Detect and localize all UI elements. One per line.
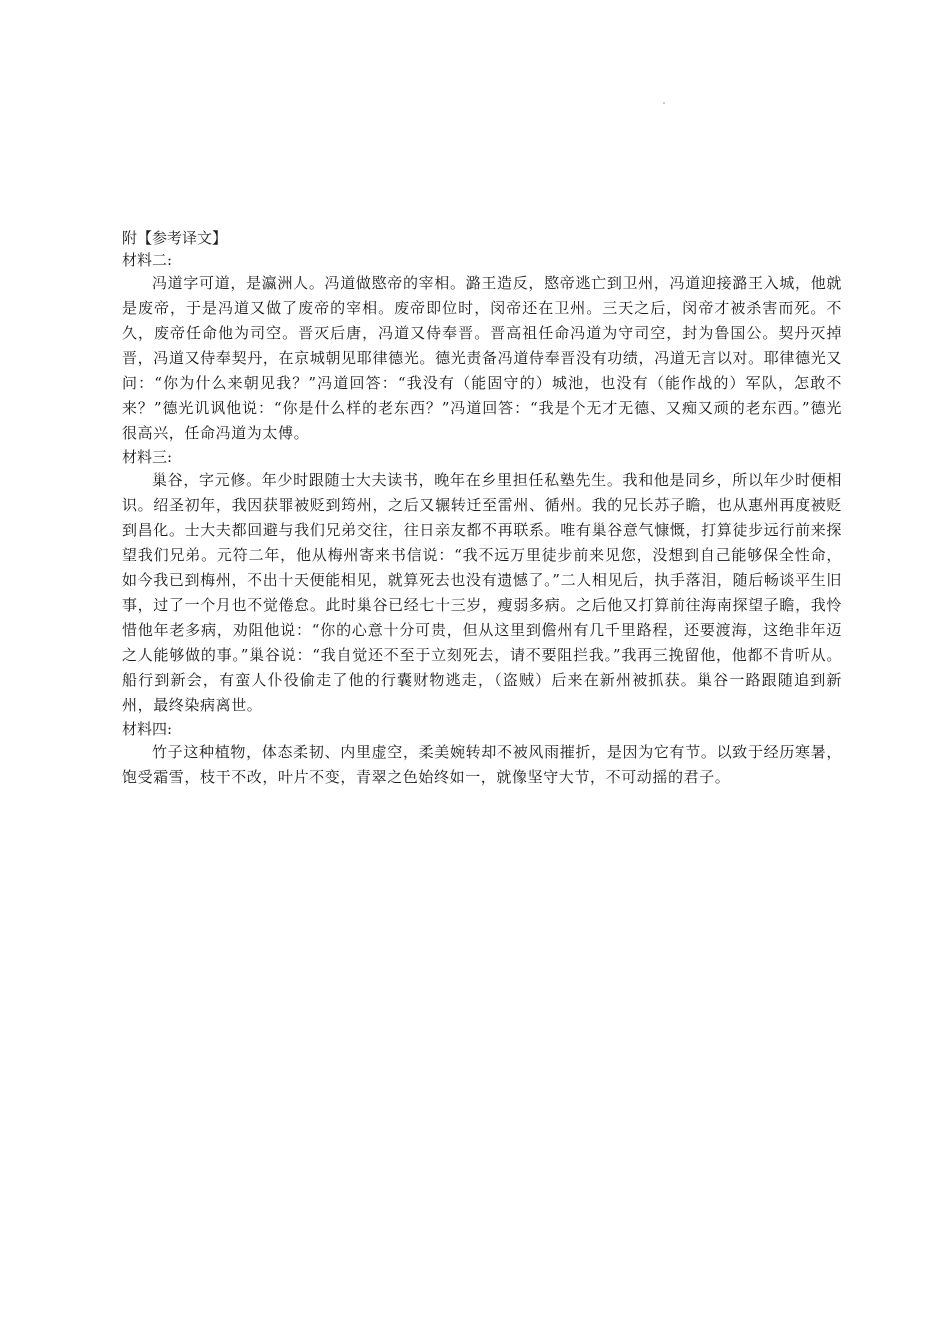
section-material-3	[122, 446, 842, 718]
section-label: 材料三:	[122, 448, 173, 466]
section-paragraph: 竹子这种植物，体态柔韧、内里虚空，柔美婉转却不被风雨摧折，是因为它有节。以致于经历寒暑，饱受霜雪，枝干不改，叶片不变，青翠之色始终如一，就像坚守大节，不可动摇的君子。	[122, 743, 842, 786]
section-label: 材料四:	[122, 720, 173, 738]
document-body	[122, 227, 842, 790]
section-paragraph: 巢谷，字元修。年少时跟随士大夫读书，晚年在乡里担任私塾先生。我和他是同乡，所以年少时便相识。绍圣初年，我因获罪被贬到筠州，之后又辗转迁至雷州、循州。我的兄长苏子瞻，也从惠州再度被贬到昌化。士大夫都回避与我们兄弟交往，往日亲友都不再联系。唯有巢谷意气慷慨，打算徒步远行前来探望我们兄弟。元符二年，他从梅州寄来书信说：“我不远万里徒步前来见您，没想到自己能够保全性命，如今我已到梅州，不出十天便能相见，就算死去也没有遗憾了。”二人相见后，执手落泪，随后畅谈平生旧事，过了一个月也不觉倦怠。此时巢谷已经七十三岁，瘦弱多病。之后他又打算前往海南探望子瞻，我怜惜他年老多病，劝阻他说：“你的心意十分可贵，但从这里到儋州有几千里路程，还要渡海，这绝非年迈之人能够做的事。”巢谷说：“我自觉还不至于立刻死去，请不要阻拦我。”我再三挽留他，他都不肯听从。船行到新会，有蛮人仆役偷走了他的行囊财物逃走，（盗贼）后来在新州被抓获。巢谷一路跟随追到新州，最终染病离世。	[122, 471, 842, 714]
scan-speck	[663, 102, 665, 104]
section-paragraph: 冯道字可道，是瀛洲人。冯道做愍帝的宰相。潞王造反，愍帝逃亡到卫州，冯道迎接潞王入城，他就是废帝，于是冯道又做了废帝的宰相。废帝即位时，闵帝还在卫州。三天之后，闵帝才被杀害而死。不久，废帝任命他为司空。晋灭后唐，冯道又侍奉晋。晋高祖任命冯道为守司空，封为鲁国公。契丹灭掉晋，冯道又侍奉契丹，在京城朝见耶律德光。德光责备冯道侍奉晋没有功绩，冯道无言以对。耶律德光又问：“你为什么来朝见我？”冯道回答：“我没有（能固守的）城池，也没有（能作战的）军队，怎敢不来？”德光讥讽他说：“你是什么样的老东西？”冯道回答：“我是个无才无德、又痴又顽的老东西。”德光很高兴，任命冯道为太傅。	[122, 274, 842, 442]
section-label: 材料二:	[122, 251, 173, 269]
document-title: 附【参考译文】	[122, 229, 228, 247]
section-material-2	[122, 249, 842, 446]
section-material-4	[122, 718, 842, 790]
